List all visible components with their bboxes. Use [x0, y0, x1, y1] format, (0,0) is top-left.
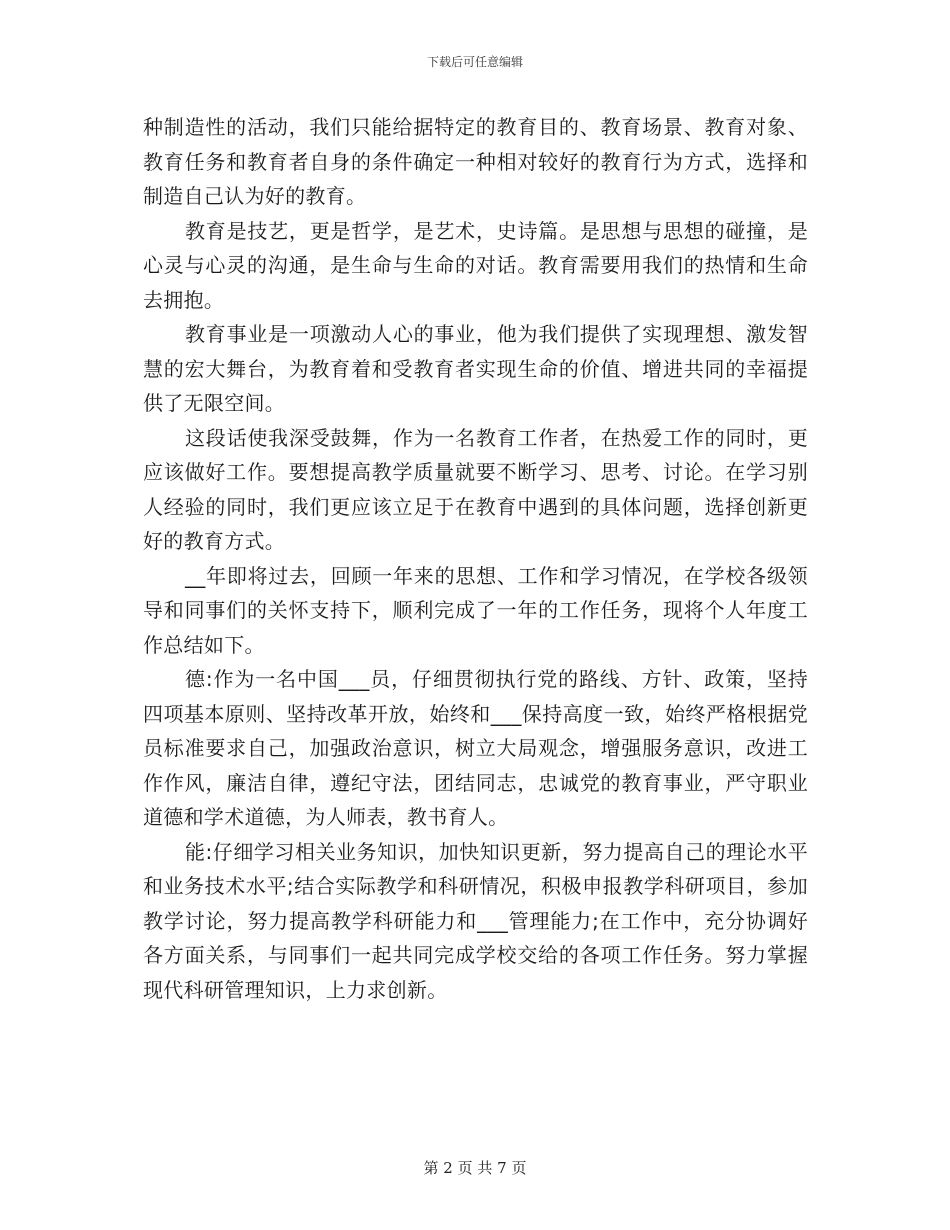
paragraph-3: 教育事业是一项激动人心的事业，他为我们提供了实现理想、激发智慧的宏大舞台，为教育着和受教育者实现生命的价值、增进共同的幸福提供了无限空间。 [143, 322, 808, 415]
page-header: 下载后可任意编辑 [426, 55, 523, 69]
paragraph-4: 这段话使我深受鼓舞，作为一名教育工作者，在热爱工作的同时，更应该做好工作。要想提高教学质量就要不断学习、思考、讨论。在学习别人经验的同时，我们更应该立足于在教育中遇到的具体问题，选择创新更好的教育方式。 [143, 425, 808, 553]
paragraph-1: 种制造性的活动，我们只能给据特定的教育目的、教育场景、教育对象、教育任务和教育者自身的条件确定一种相对较好的教育行为方式，选择和制造自己认为好的教育。 [143, 115, 808, 208]
paragraph-7: 能:仔细学习相关业务知识，加快知识更新，努力提高自己的理论水平和业务技术水平;结合实际教学和科研情况，积极申报教学科研项目，参加教学讨论，努力提高教学科研能力和___管理能力;在工作中，充分协调好各方面关系，与同事们一起共同完成学校交给的各项工作任务。努力掌握现代科研管理知识，上力求创新。 [143, 839, 808, 1002]
paragraph-6: 德:作为一名中国___员，仔细贯彻执行党的路线、方针、政策，坚持四项基本原则、坚持改革开放，始终和___保持高度一致，始终严格根据党员标准要求自己，加强政治意识，树立大局观念，增强服务意识，改进工作作风，廉洁自律，遵纪守法，团结同志，忠诚党的教育事业，严守职业道德和学术道德，为人师表，教书育人。 [143, 667, 808, 829]
paragraph-2: 教育是技艺，更是哲学，是艺术，史诗篇。是思想与思想的碰撞，是心灵与心灵的沟通，是生命与生命的对话。教育需要用我们的热情和生命去拥抱。 [143, 218, 808, 312]
paragraph-5: __年即将过去，回顾一年来的思想、工作和学习情况，在学校各级领导和同事们的关怀支持下，顺利完成了一年的工作任务，现将个人年度工作总结如下。 [143, 563, 808, 657]
document-body [143, 110, 808, 1007]
page-footer: 第 2 页 共 7 页 [423, 1159, 527, 1177]
